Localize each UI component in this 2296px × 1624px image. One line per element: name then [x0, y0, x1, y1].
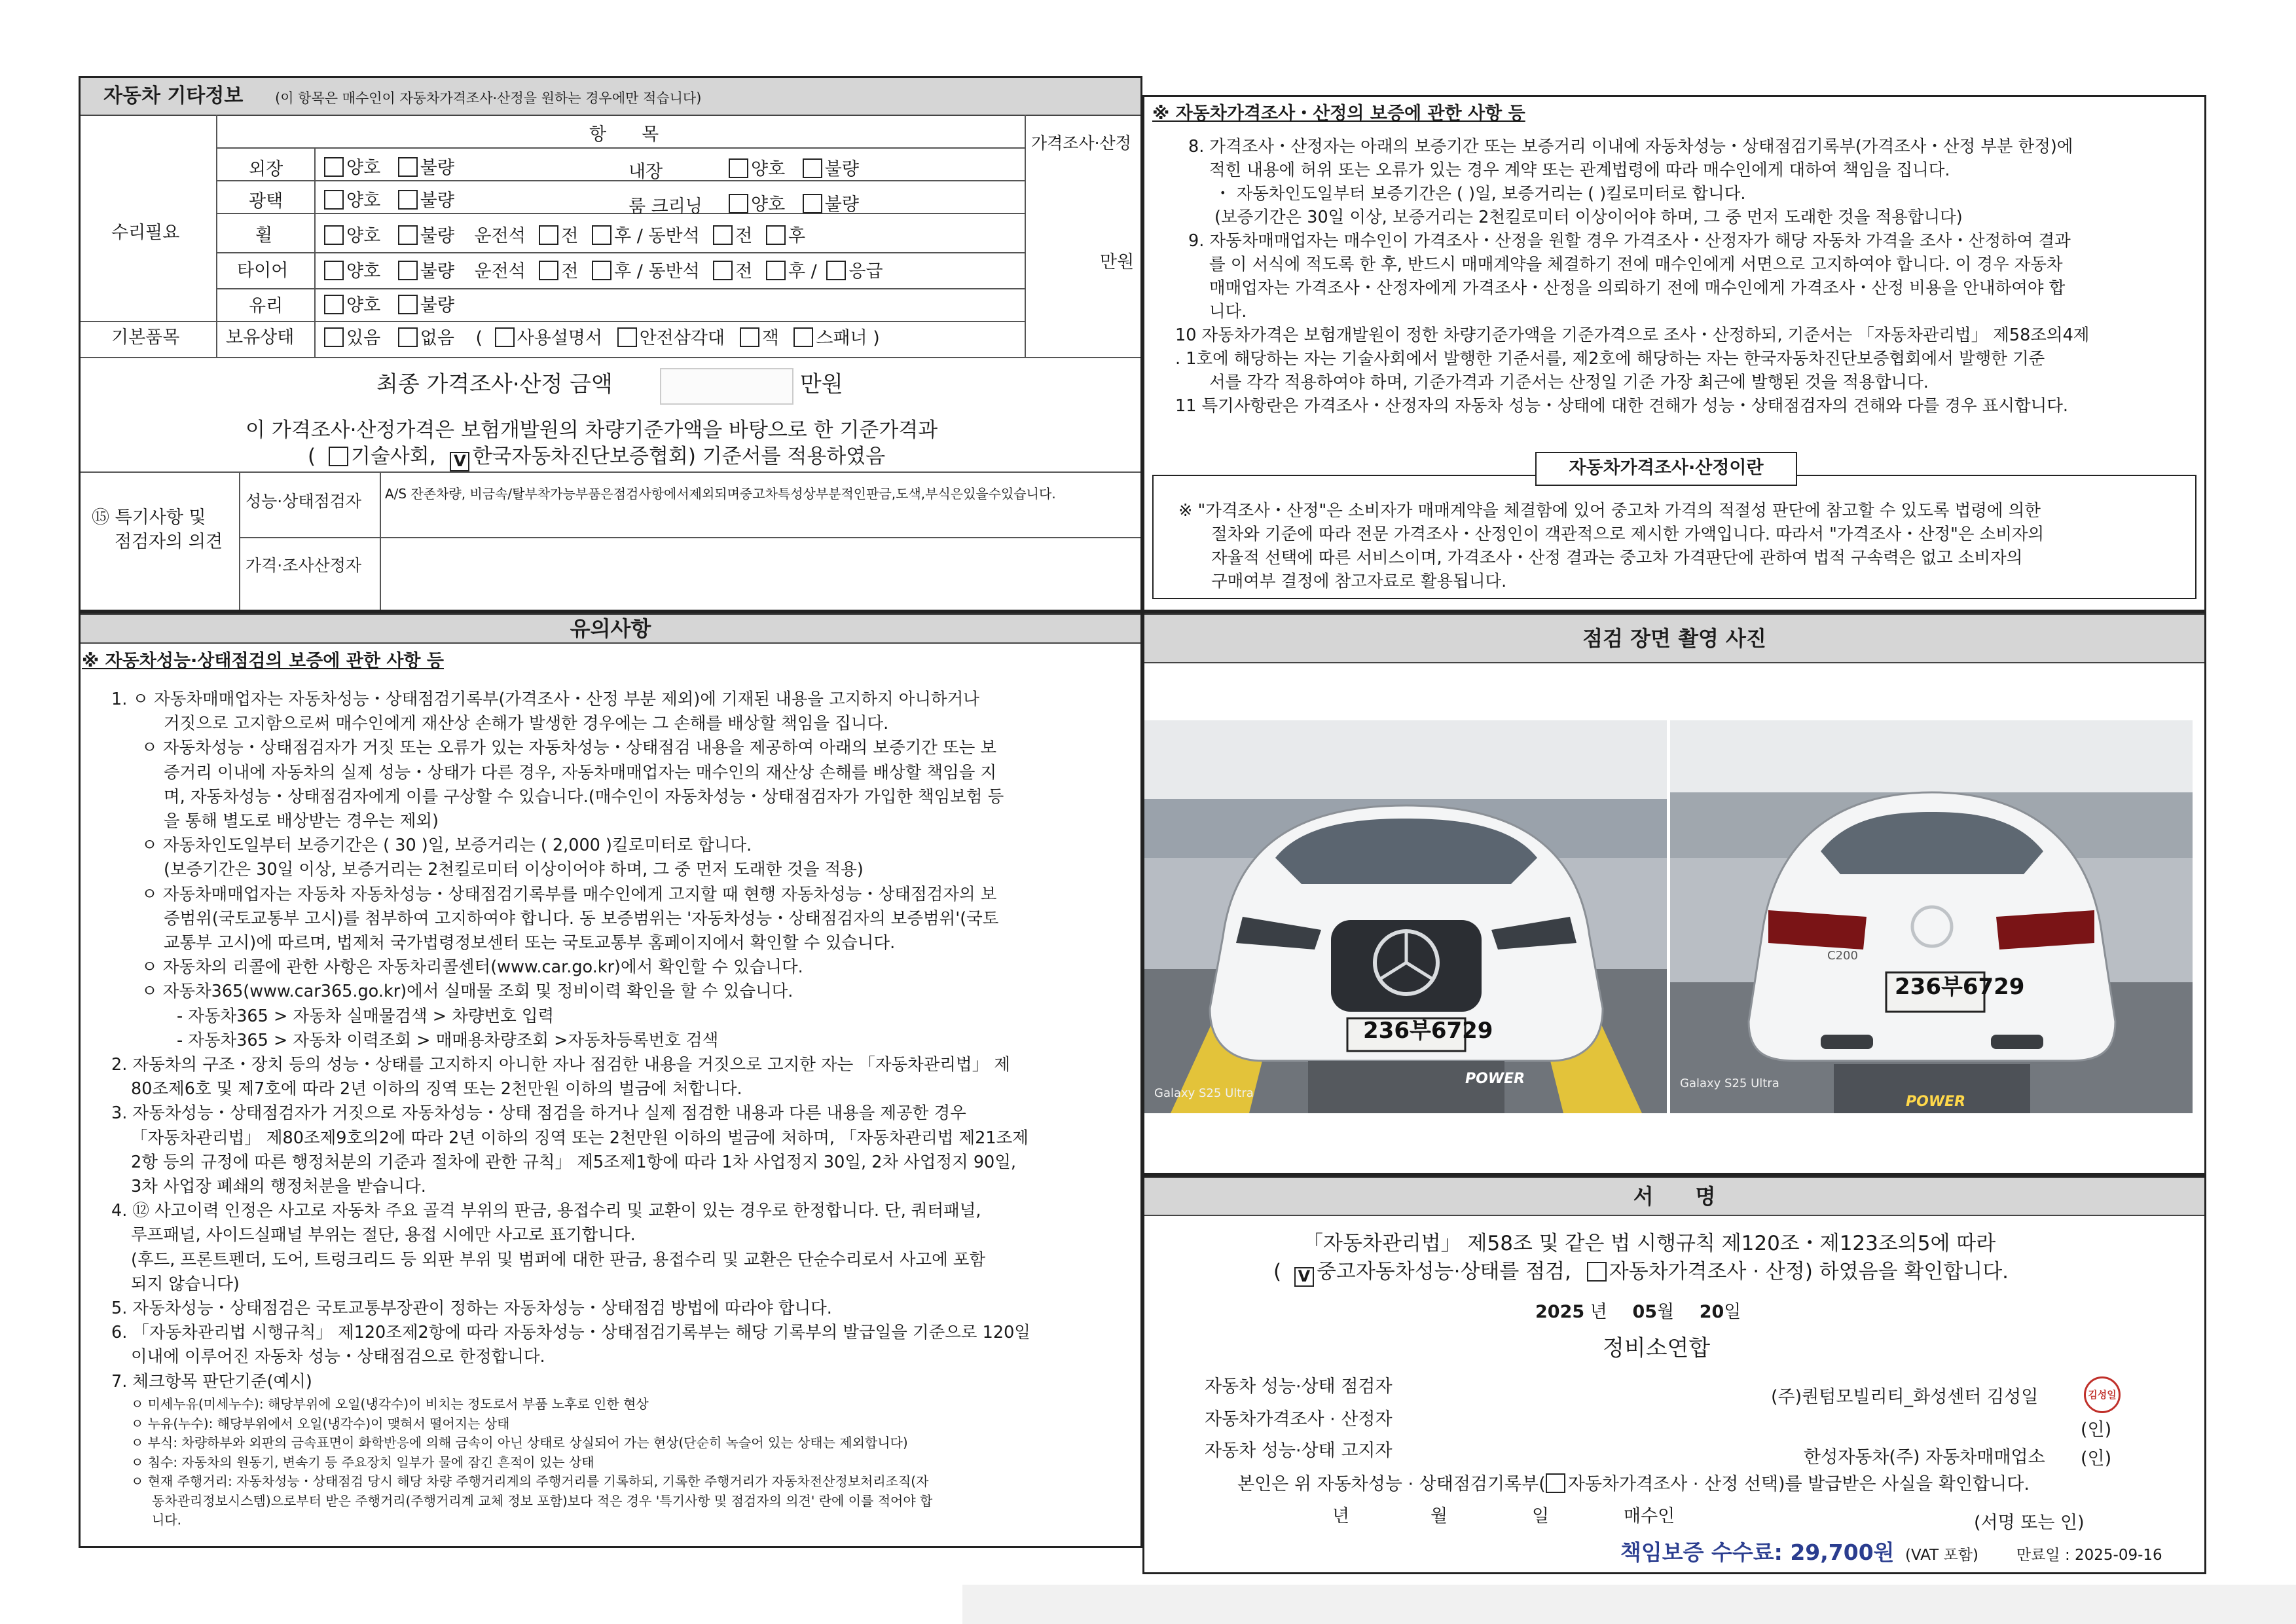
buyer-label: 매수인 — [1624, 1506, 1675, 1526]
gloss-options: 양호 불량 — [324, 190, 454, 211]
definition-line: 절차와 기준에 따라 전문 가격조사・산정인이 객관적으로 제시한 가액입니다. 따라서 "가격조사・산정"은 소비자의 — [1211, 525, 2045, 544]
guarantee-line: 적힌 내용에 허위 또는 오류가 있는 경우 계약 또는 관계법령에 따라 매수인에게 대하여 책임을 집니다. — [1209, 160, 1950, 180]
col-item-header: 항 목 — [589, 124, 659, 145]
row-interior-label: 내장 — [629, 162, 663, 182]
criteria-line: 동차관리정보시스템)으로부터 받은 주행거리(주행거리계 교체 정보 포함)보다 적은 경우 '특기사항 및 점검자의 의견' 란에 이를 적어야 합 — [152, 1492, 933, 1509]
guarantee-line: ・ 자동차인도일부터 보증기간은 ( )일, 보증거리는 ( )킬로미터로 합니다. — [1214, 184, 1746, 204]
criteria-line: ㅇ 누유(누수): 해당부위에서 오일(냉각수)이 맺혀서 떨어지는 상태 — [131, 1415, 510, 1431]
used-car-inspection-checkbox[interactable]: V — [1294, 1267, 1314, 1287]
tire-passenger-rear-checkbox[interactable] — [766, 261, 786, 280]
glass-options: 양호 불량 — [324, 295, 454, 316]
tire-good-checkbox[interactable] — [324, 261, 344, 280]
jack-checkbox[interactable] — [740, 327, 759, 347]
notice-header: 유의사항 — [81, 614, 1140, 644]
section-note: (이 항목은 매수인이 자동차가격조사·산정을 원하는 경우에만 적습니다) — [275, 90, 702, 106]
perf-inspector-label: 성능·상태점검자 — [246, 492, 361, 511]
check-criteria-list — [131, 1395, 1139, 1530]
signature-confirm-line: ( V 중고자동차성능·상태를 점검, 자동차가격조사 · 산정) 하였음을 확인합니다. — [1273, 1260, 2009, 1285]
rear-plate-text: 236부6729 — [1895, 974, 2025, 1000]
guarantee-line: 니다. — [1209, 302, 1247, 322]
row-tire-label: 타이어 — [237, 261, 289, 281]
criteria-line: ㅇ 미세누유(미세누수): 해당부위에 오일(냉각수)이 비치는 정도로서 부품 노후로 인한 현상 — [131, 1396, 649, 1412]
tire-emergency-checkbox[interactable] — [826, 261, 846, 280]
interior-bad-checkbox[interactable] — [803, 158, 822, 178]
interior-good-checkbox[interactable] — [729, 158, 748, 178]
grid-line — [239, 471, 240, 610]
expiry-date: 만료일 : 2025-09-16 — [2016, 1547, 2162, 1564]
notice-line: 루프패널, 사이드실패널 부위는 절단, 용접 시에만 사고로 표기합니다. — [131, 1225, 636, 1246]
buyer-date-year: 년 — [1332, 1506, 1350, 1526]
criteria-line: ㅇ 현재 주행거리: 자동차성능・상태점검 당시 해당 차량 주행거리계의 주행거리를 기록하되, 기록한 주행거리가 자동차전산정보처리조직(자 — [131, 1473, 929, 1489]
basis-tech-checkbox[interactable] — [329, 447, 348, 466]
notice-line: 2항 등의 규정에 따른 행정처분의 기준과 절차에 관한 규칙」 제5조제1항에 따라 1차 사업정지 30일, 2차 사업정지 90일, — [131, 1152, 1017, 1172]
tire-bad-checkbox[interactable] — [398, 261, 418, 280]
notice-line: 증범위(국토교통부 고시)를 첨부하여 고지하여야 합니다. 동 보증범위는 '자동차성능・상태점검자의 보증범위'(국토 — [164, 908, 999, 929]
notice-line: 3차 사업장 폐쇄의 행정처분을 받습니다. — [131, 1177, 426, 1197]
price-definition-title: 자동차가격조사·산정이란 — [1535, 452, 1797, 486]
definition-line: ※ "가격조사・산정"은 소비자가 매매계약을 체결함에 있어 중고차 가격의 적절성 판단에 참고할 수 있도록 법령에 의한 — [1178, 501, 2041, 521]
perf-inspector-note: A/S 잔존차량, 비금속/탈부착가능부품은점검사항에서제외되며중고차특성상부분적인판금,도색,부식은있을수있습니다. — [385, 486, 1056, 502]
notice-line: 이내에 이루어진 자동차 성능・상태점검으로 한정합니다. — [131, 1347, 545, 1367]
exterior-bad-checkbox[interactable] — [398, 157, 418, 177]
exterior-options: 양호 불량 — [324, 157, 454, 178]
front-car-illustration — [1144, 720, 1667, 1113]
buyer-date-month: 월 — [1430, 1506, 1448, 1526]
tire-options: 양호 불량 운전석 전 후 / 동반석 전 후 / 응급 — [324, 261, 883, 282]
front-lift-brand: POWER — [1465, 1071, 1525, 1087]
exterior-good-checkbox[interactable] — [324, 157, 344, 177]
row-exterior-label: 외장 — [249, 159, 283, 179]
row-glass-label: 유리 — [249, 296, 283, 316]
grid-line — [81, 321, 1025, 322]
notice-line: - 자동차365 > 자동차 실매물검색 > 차량번호 입력 — [177, 1006, 555, 1026]
wheel-driver-rear-checkbox[interactable] — [592, 225, 611, 245]
row-wheel-label: 휠 — [255, 225, 273, 246]
rear-lift-brand: POWER — [1906, 1094, 1966, 1110]
notice-line: 1. ㅇ 자동차매매업자는 자동차성능・상태점검기록부(가격조사・산정 부분 제외)에 기재된 내용을 고지하지 아니하거나 — [111, 690, 979, 709]
final-price-unit: 만원 — [800, 371, 843, 397]
guarantee-line: 8. 가격조사・산정자는 아래의 보증기간 또는 보증거리 이내에 자동차성능・상태점검기록부(가격조사・산정 부분 한정)에 — [1188, 137, 2073, 157]
notice-line: 2. 자동차의 구조・장치 등의 성능・상태를 고지하지 아니한 자나 점검한 내용을 거짓으로 고지한 자는 「자동차관리법」 제 — [111, 1055, 1010, 1075]
tire-driver-rear-checkbox[interactable] — [592, 261, 611, 280]
manual-checkbox[interactable] — [495, 327, 515, 347]
notice-line: 6. 「자동차관리법 시행규칙」 제120조제2항에 따라 자동차성능・상태점검기록부는 해당 기록부의 발급일을 기준으로 120일 — [111, 1323, 1030, 1343]
wheel-passenger-front-checkbox[interactable] — [713, 225, 733, 245]
grid-line — [216, 180, 1025, 181]
section-title: 자동차 기타정보 — [103, 84, 244, 107]
grid-line — [239, 537, 1140, 538]
inspector-label: 자동차 성능·상태 점검자 — [1205, 1376, 1393, 1397]
guarantee-line: 서를 각각 적용하여야 하며, 기준가격과 기준서는 산정일 기준 가장 최근에 발행된 것을 적용합니다. — [1209, 373, 1929, 392]
basic-has-checkbox[interactable] — [324, 327, 344, 347]
definition-line: 자율적 선택에 따른 서비스이며, 가격조사・산정 결과는 중고차 가격판단에 관하여 법적 구속력은 없고 소비자의 — [1211, 548, 2023, 568]
signature-header: 서 명 — [1144, 1177, 2204, 1216]
signature-law-line: 「자동차관리법」 제58조 및 같은 법 시행규칙 제120조・제123조의5에 따라 — [1303, 1232, 1996, 1255]
notice-line: ㅇ 자동차매매업자는 자동차 자동차성능・상태점검기록부를 매수인에게 고지할 때 현행 자동차성능・상태점검자의 보 — [141, 884, 997, 904]
buyer-sign-hint: (서명 또는 인) — [1974, 1513, 2085, 1533]
gloss-good-checkbox[interactable] — [324, 190, 344, 210]
notice-line: 증거리 이내에 자동차의 실제 성능・상태가 다른 경우, 자동차매매업자는 매수인의 재산상 손해를 배상할 책임을 지 — [164, 762, 997, 783]
notifier-name: 한성자동차(주) 자동차매매업소 — [1804, 1447, 2045, 1467]
front-plate-text: 236부6729 — [1363, 1018, 1493, 1044]
guarantee-line: 11 특기사항란은 가격조사・산정자의 자동차 성능・상태에 대한 견해가 성능・상태점검자의 견해와 다를 경우 표시합니다. — [1175, 396, 2068, 416]
definition-line: 구매여부 결정에 참고자료로 활용됩니다. — [1211, 572, 1507, 591]
tire-passenger-front-checkbox[interactable] — [713, 261, 733, 280]
appraiser-seal: (인) — [2081, 1420, 2112, 1440]
price-guarantee-title: ※ 자동차가격조사・산정의 보증에 관한 사항 등 — [1152, 103, 1525, 124]
front-view-photo — [1144, 720, 1667, 1113]
notice-line: 7. 체크항목 판단기준(예시) — [111, 1371, 312, 1392]
rear-view-photo — [1670, 720, 2193, 1113]
wheel-passenger-rear-checkbox[interactable] — [766, 225, 786, 245]
spanner-checkbox[interactable] — [793, 327, 813, 347]
final-price-input[interactable] — [660, 368, 793, 405]
notice-line: (보증기간은 30일 이상, 보증거리는 2천킬로미터 이상이어야 하며, 그 중 먼저 도래한 것을 적용) — [164, 860, 864, 880]
buyer-confirm-line: 본인은 위 자동차성능 · 상태점검기록부( 자동차가격조사 · 산정 선택)를 발급받은 사실을 확인합니다. — [1237, 1474, 2030, 1494]
notice-line: 80조제6호 및 제7호에 따라 2년 이하의 징역 또는 2천만원 이하의 벌금에 처합니다. — [131, 1079, 742, 1099]
basic-items-label: 기본품목 — [111, 327, 180, 348]
inspector-stamp: 김성일 — [2084, 1376, 2121, 1413]
notice-body — [111, 688, 1133, 1394]
triangle-checkbox[interactable] — [617, 327, 637, 347]
grid-line — [380, 471, 381, 610]
basic-none-checkbox[interactable] — [398, 327, 418, 347]
glass-good-checkbox[interactable] — [324, 295, 344, 314]
notice-line: 「자동차관리법」 제80조제9호의2에 따라 2년 이하의 징역 또는 2천만원 이하의 벌금에 처하며, 「자동차관리법 제21조제 — [131, 1128, 1029, 1148]
row-room-clean-label: 룸 크리닝 — [629, 196, 702, 217]
inspector-name: (주)퀀텀모빌리티_화성센터 김성일 — [1771, 1387, 2039, 1407]
notice-line: ㅇ 자동차성능・상태점검자가 거짓 또는 오류가 있는 자동차성능・상태점검 내용을 제공하여 아래의 보증기간 또는 보 — [141, 738, 997, 758]
notice-line: ㅇ 자동차의 리콜에 관한 사항은 자동차리콜센터(www.car.go.kr)에서 확인할 수 있습니다. — [141, 957, 803, 978]
tire-driver-front-checkbox[interactable] — [539, 261, 558, 280]
glass-bad-checkbox[interactable] — [398, 295, 418, 314]
interior-options: 양호 불량 — [729, 158, 859, 179]
notice-line: 을 통해 별도로 배상받는 경우는 제외) — [164, 811, 439, 832]
col-price-header: 가격조사·산정 — [1031, 134, 1131, 153]
buyer-price-appraisal-checkbox[interactable] — [1546, 1473, 1565, 1493]
grid-line — [216, 252, 1025, 253]
notice-line: (후드, 프론트펜더, 도어, 트렁크리드 등 외판 부위 및 범퍼에 대한 판금, 용접수리 및 교환은 단순수리로서 사고에 포함 — [131, 1249, 986, 1270]
notice-line: 며, 자동차성능・상태점검자에게 이를 구상할 수 있습니다.(매수인이 자동차성능・상태점검자가 가입한 책임보험 등 — [164, 786, 1004, 807]
price-guarantee-body — [1175, 135, 2196, 418]
price-definition-text — [1178, 499, 2193, 593]
room-clean-bad-checkbox[interactable] — [803, 194, 822, 213]
grid-line — [1025, 115, 1026, 357]
front-watermark: Galaxy S25 Ultra — [1154, 1086, 1254, 1100]
room-clean-options: 양호 불량 — [729, 194, 859, 215]
row-gloss-label: 광택 — [249, 191, 283, 212]
special-label-1: ⑮ 특기사항 및 — [92, 507, 206, 528]
notice-line: 3. 자동차성능・상태점검자가 거짓으로 자동차성능・상태 점검을 하거나 실제 점검한 내용과 다른 내용을 제공한 경우 — [111, 1103, 966, 1124]
basic-items-options: 있음 없음 ( 사용설명서 안전삼각대 잭 스패너 ) — [324, 327, 880, 348]
notice-line: ㅇ 자동차인도일부터 보증기간은 ( 30 )일, 보증거리는 ( 2,000 )킬로미터로 합니다. — [141, 836, 752, 856]
guarantee-line: 매매업자는 가격조사・산정자에게 가격조사・산정을 의뢰하기 전에 매수인에게 가격조사・산정 비용을 안내하여야 합 — [1209, 278, 2066, 298]
notice-line: 교통부 고시)에 따르며, 법제처 국가법령정보센터 또는 국토교통부 홈페이지에서 확인할 수 있습니다. — [164, 933, 896, 953]
guarantee-line: 9. 자동차매매업자는 매수인이 가격조사・산정을 원할 경우 가격조사・산정자가 해당 자동차 가격을 조사・산정하여 결과 — [1188, 231, 2071, 251]
liability-fee-vat: (VAT 포함) — [1905, 1547, 1978, 1564]
liability-fee: 책임보증 수수료: 29,700원 — [1620, 1540, 1895, 1565]
notifier-label: 자동차 성능·상태 고지자 — [1205, 1441, 1393, 1461]
special-label-2: 점검자의 의견 — [115, 532, 223, 552]
notice-line: - 자동차365 > 자동차 이력조회 > 매매용차량조회 >자동차등록번호 검색 — [177, 1030, 719, 1050]
criteria-line: ㅇ 부식: 차량하부와 외판의 금속표면이 화학반응에 의해 금속이 아닌 상태로 상실되어 가는 현상(단순히 녹슬어 있는 상태는 제외합니다) — [131, 1435, 908, 1450]
room-clean-good-checkbox[interactable] — [729, 194, 748, 213]
union-name: 정비소연합 — [1603, 1335, 1711, 1361]
guarantee-line: 를 이 서식에 적도록 한 후, 반드시 매매계약을 체결하기 전에 매수인에게 서면으로 고지하여야 합니다. 이 경우 자동차 — [1209, 255, 2063, 274]
holding-status-label: 보유상태 — [226, 327, 295, 348]
notice-line: 거짓으로 고지함으로써 매수인에게 재산상 손해가 발생한 경우에는 그 손해를 배상할 책임을 집니다. — [164, 714, 889, 734]
rear-watermark: Galaxy S25 Ultra — [1680, 1077, 1779, 1090]
unit-manwon-label: 만원 — [1100, 252, 1135, 272]
criteria-line: ㅇ 침수: 자동차의 원동기, 변속기 등 주요장치 일부가 물에 잠긴 흔적이 있는 상태 — [131, 1454, 594, 1470]
grid-line — [81, 357, 1140, 358]
notice-line: ㅇ 자동차365(www.car365.go.kr)에서 실매물 조회 및 정비이력 확인을 할 수 있습니다. — [141, 982, 793, 1002]
final-price-label: 최종 가격조사·산정 금액 — [376, 371, 613, 397]
appraiser-label: 자동차가격조사 · 산정자 — [1205, 1409, 1393, 1430]
price-appraiser-label: 가격·조사산정자 — [246, 556, 361, 575]
buyer-date-day: 일 — [1532, 1506, 1550, 1526]
wheel-options: 양호 불량 운전석 전 후 / 동반석 전 후 — [324, 225, 805, 246]
guarantee-line: (보증기간은 30일 이상, 보증거리는 2천킬로미터 이상이어야 하며, 그 중 먼저 도래한 것을 적용합니다) — [1214, 208, 1963, 227]
notice-line: 5. 자동차성능・상태점검은 국토교통부장관이 정하는 자동차성능・상태점검 방법에 따라야 합니다. — [111, 1299, 832, 1319]
notice-subtitle: ※ 자동차성능·상태점검의 보증에 관한 사항 등 — [82, 651, 444, 671]
guarantee-line: 10 자동차가격은 보험개발원이 정한 차량기준가액을 기준가격으로 조사・산정하되, 기준서는 「자동차관리법」 제58조의4제 — [1175, 325, 2090, 345]
grid-line — [216, 213, 1025, 214]
wheel-good-checkbox[interactable] — [324, 225, 344, 245]
repair-needed-label: 수리필요 — [111, 223, 180, 243]
guarantee-line: . 1호에 해당하는 자는 기술사회에서 발행한 기준서를, 제2호에 해당하는 자는 한국자동차진단보증협회에서 발행한 기준 — [1175, 349, 2045, 369]
gloss-bad-checkbox[interactable] — [398, 190, 418, 210]
notice-line: 4. ⑫ 사고이력 인정은 사고로 자동차 주요 골격 부위의 판금, 용접수리 및 교환이 있는 경우로 한정합니다. 단, 쿼터패널, — [111, 1201, 981, 1221]
scan-edge-shadow — [962, 1585, 2296, 1624]
rear-car-illustration — [1670, 720, 2193, 1113]
signature-date: 2025 년 05월 20일 — [1535, 1302, 1741, 1322]
basis-line1: 이 가격조사·산정가격은 보험개발원의 차량기준가액을 바탕으로 한 기준가격과 — [246, 418, 938, 442]
grid-line — [216, 288, 1025, 289]
notifier-seal: (인) — [2081, 1449, 2112, 1469]
notice-line: 되지 않습니다) — [131, 1274, 240, 1294]
wheel-bad-checkbox[interactable] — [398, 225, 418, 245]
price-appraisal-checkbox[interactable] — [1587, 1262, 1607, 1282]
criteria-line: 니다. — [152, 1512, 181, 1528]
grid-line — [216, 147, 1025, 149]
basis-assoc-checkbox[interactable]: V — [450, 452, 469, 471]
rear-badge: C200 — [1827, 949, 1858, 963]
basis-line2: ( 기술사회, V 한국자동차진단보증협회) 기준서를 적용하였음 — [308, 445, 886, 470]
photo-header: 점검 장면 촬영 사진 — [1144, 614, 2204, 663]
wheel-driver-front-checkbox[interactable] — [539, 225, 558, 245]
